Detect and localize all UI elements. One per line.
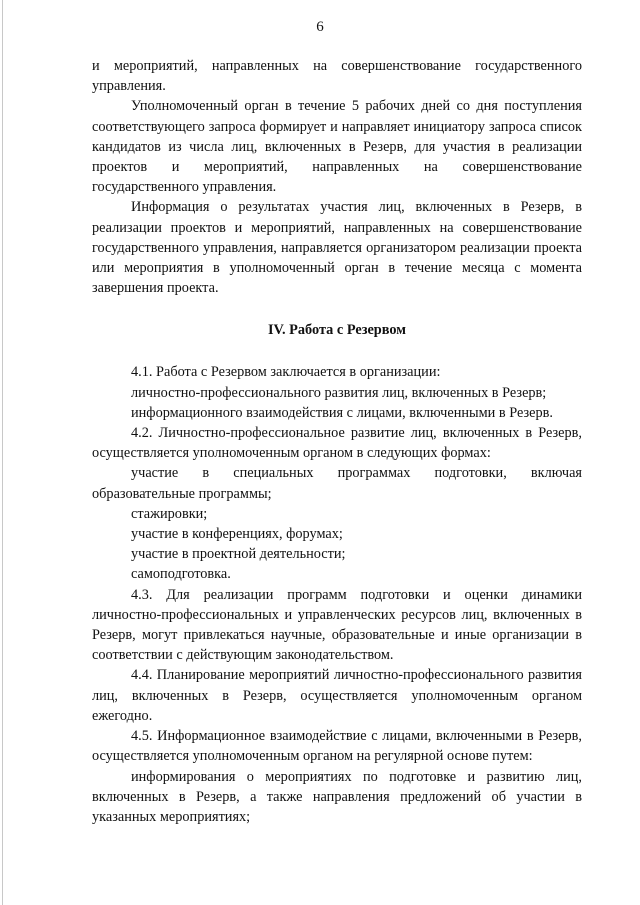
- list-item-informing: информирования о мероприятиях по подготовке и развитию лиц, включенных в Резерв, а также направления предложений об участии в указанных мероприятиях;: [92, 768, 582, 825]
- paragraph-4-1: 4.1. Работа с Резервом заключается в организации:: [131, 364, 441, 381]
- list-item-project-activity: участие в проектной деятельности;: [131, 546, 346, 563]
- list-item-internships: стажировки;: [131, 505, 208, 522]
- list-item-conferences: участие в конференциях, форумах;: [131, 526, 343, 543]
- page-edge-line: [2, 0, 3, 905]
- paragraph-4-2: 4.2. Личностно-профессиональное развитие лиц, включенных в Резерв, осуществляется уполномоченным органом в следующих формах:: [92, 425, 582, 462]
- list-item-personal-development: личностно-профессионального развития лиц, включенных в Резерв;: [131, 384, 547, 401]
- page-number: 6: [316, 19, 324, 35]
- paragraph-4-5: 4.5. Информационное взаимодействие с лицами, включенными в Резерв, осуществляется уполномоченным органом на регулярной основе путем:: [92, 728, 582, 765]
- section-heading: IV. Работа с Резервом: [267, 322, 406, 339]
- paragraph-candidate-list: Уполномоченный орган в течение 5 рабочих дней со дня поступления соответствующего запроса формирует и направляет инициатору запроса список кандидатов из числа лиц, включенных в Резерв, для участия в реализации проектов и мероприятий, направленных на совершенствование государственного управления.: [92, 98, 582, 196]
- paragraph-participation-results: Информация о результатах участия лиц, включенных в Резерв, в реализации проектов и мероприятий, направленных на совершенствование государственного управления, направляется организатором реализации проекта или мероприятия в уполномоченный орган в течение месяца с момента завершения проекта.: [92, 199, 582, 297]
- paragraph-4-3: 4.3. Для реализации программ подготовки и оценки динамики личностно-профессиональных и управленческих ресурсов лиц, включенных в Резерв, могут привлекаться научные, образовательные и иные организации в соответствии с действующим законодательством.: [92, 586, 582, 664]
- document-body: [92, 56, 582, 827]
- paragraph-4-4: 4.4. Планирование мероприятий личностно-профессионального развития лиц, включенных в Резерв, осуществляется уполномоченным органом ежегодно.: [92, 667, 582, 724]
- list-item-self-training: самоподготовка.: [131, 566, 231, 583]
- list-item-information-interaction: информационного взаимодействия с лицами, включенными в Резерв.: [131, 404, 553, 421]
- list-item-special-programs: участие в специальных программах подготовки, включая образовательные программы;: [92, 465, 582, 502]
- paragraph-continuation: и мероприятий, направленных на совершенствование государственного управления.: [92, 58, 582, 95]
